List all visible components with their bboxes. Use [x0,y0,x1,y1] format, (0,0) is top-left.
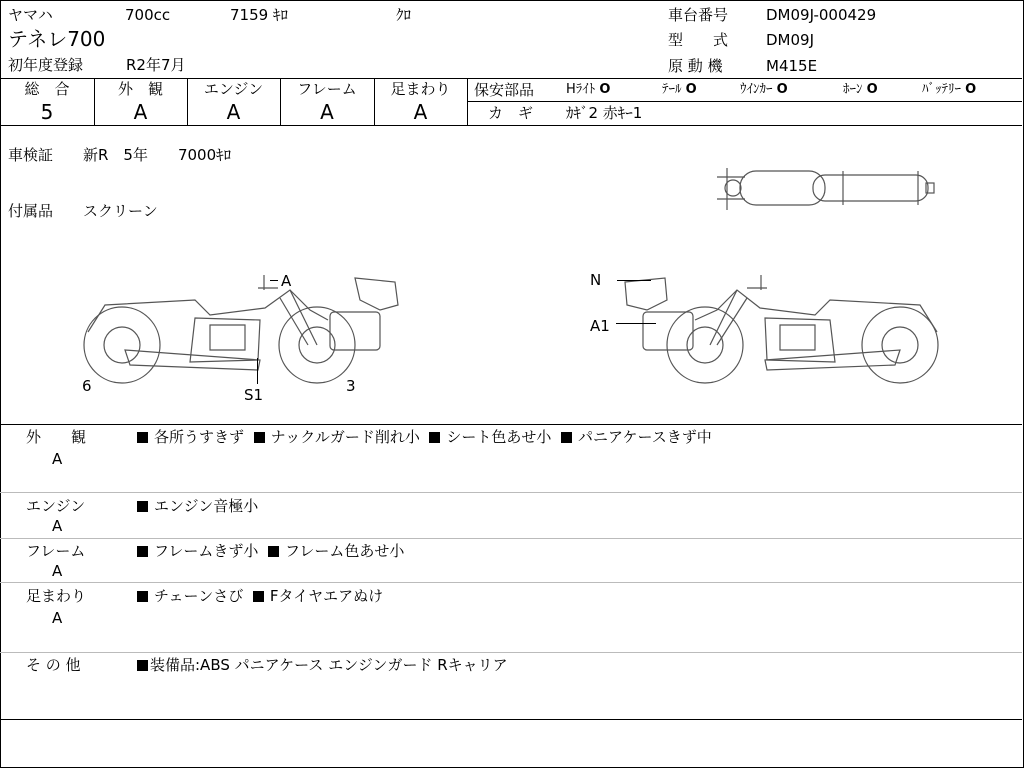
remark-frame-items: フレームきず小 フレーム色あせ小 [137,542,404,560]
grade-exterior-value: A [133,100,148,124]
safety-label: 保安部品 [474,81,535,99]
grade-exterior-label: 外 観 [117,80,163,98]
left-rear-label: 6 [82,377,92,395]
grades-mid-line [468,101,1022,102]
right-case-top-leader [617,280,651,281]
remarks-top-line [0,424,1022,425]
grade-frame-label: フレーム [297,80,357,98]
remarks-divider [0,492,1022,493]
type-value: DM09J [766,31,815,49]
frame-no-label: 車台番号 [668,6,729,24]
remark-suspension-grade: A [52,609,63,627]
grade-frame-value: A [320,100,334,124]
remark-suspension-items: チェーンさび Fタイヤエアぬけ [137,587,383,605]
remarks-divider [0,582,1022,583]
left-front-label: 3 [346,377,356,395]
left-exhaust-label: S1 [244,386,264,404]
accessories-info: 付属品 スクリーン [8,202,158,220]
remark-other-items: 装備品:ABS パニアケース エンジンガード Rキャリア [137,656,508,674]
grades-bottom-line [0,125,1022,126]
grade-total-value: 5 [40,100,54,124]
mileage: 7159 ｷﾛ [230,6,288,24]
col-divider [467,78,468,125]
left-exhaust-leader [257,358,258,384]
motorcycle-left-side-icon [80,270,410,390]
remark-exterior-grade: A [52,450,63,468]
right-case-label: A1 [590,317,610,335]
key-value: ｶｷﾞ2 赤ｷｰ1 [566,104,643,122]
motorcycle-right-side-icon [615,270,945,390]
maker: ヤマハ [8,6,53,24]
remark-frame-grade: A [52,562,63,580]
remark-suspension-label: 足まわり [26,587,87,605]
remark-engine-label: エンジン [26,497,86,515]
remark-other-label: そ の 他 [26,656,81,674]
grade-total-label: 総 合 [24,80,70,98]
remark-exterior-label: 外 観 [26,428,87,446]
safety-horn: ﾎｰﾝ O [843,82,878,97]
displacement: 700cc [125,6,171,24]
remarks-divider [0,652,1022,653]
remark-frame-label: フレーム [26,542,86,560]
safety-battery: ﾊﾞｯﾃﾘｰ O [922,82,977,97]
first-reg-value: R2年7月 [126,56,186,74]
grade-engine-value: A [226,100,241,124]
safety-winker: ｳｲﾝｶｰ O [740,82,788,97]
color: ｸﾛ [396,6,412,24]
grade-suspension-value: A [413,100,428,124]
engine-label: 原 動 機 [668,57,723,75]
type-label: 型 式 [668,31,729,49]
right-case-top-label: N [590,271,602,289]
remark-exterior-items: 各所うすきず ナックルガード削れ小 シート色あせ小 パニアケースきず中 [137,428,712,446]
grades-top-line [0,78,1022,79]
remark-engine-grade: A [52,517,63,535]
grade-engine-label: エンジン [203,80,264,98]
right-case-leader [616,323,656,324]
key-label: カ ギ [488,104,534,122]
motorcycle-top-view-icon [705,165,945,215]
left-handle-label: A [270,272,291,290]
model-name: テネレ700 [8,27,106,51]
grade-suspension-label: 足まわり [390,80,451,98]
remark-engine-items: エンジン音極小 [137,497,258,515]
safety-taillight: ﾃｰﾙ O [662,82,697,97]
first-reg-label: 初年度登録 [8,56,84,74]
inspection-info: 車検証 新R 5年 7000ｷﾛ [8,146,232,164]
remarks-divider [0,538,1022,539]
remarks-bottom-line [0,719,1022,720]
frame-no-value: DM09J-000429 [766,6,877,24]
safety-headlight: Hﾗｲﾄ O [566,82,611,97]
engine-value: M415E [766,57,818,75]
